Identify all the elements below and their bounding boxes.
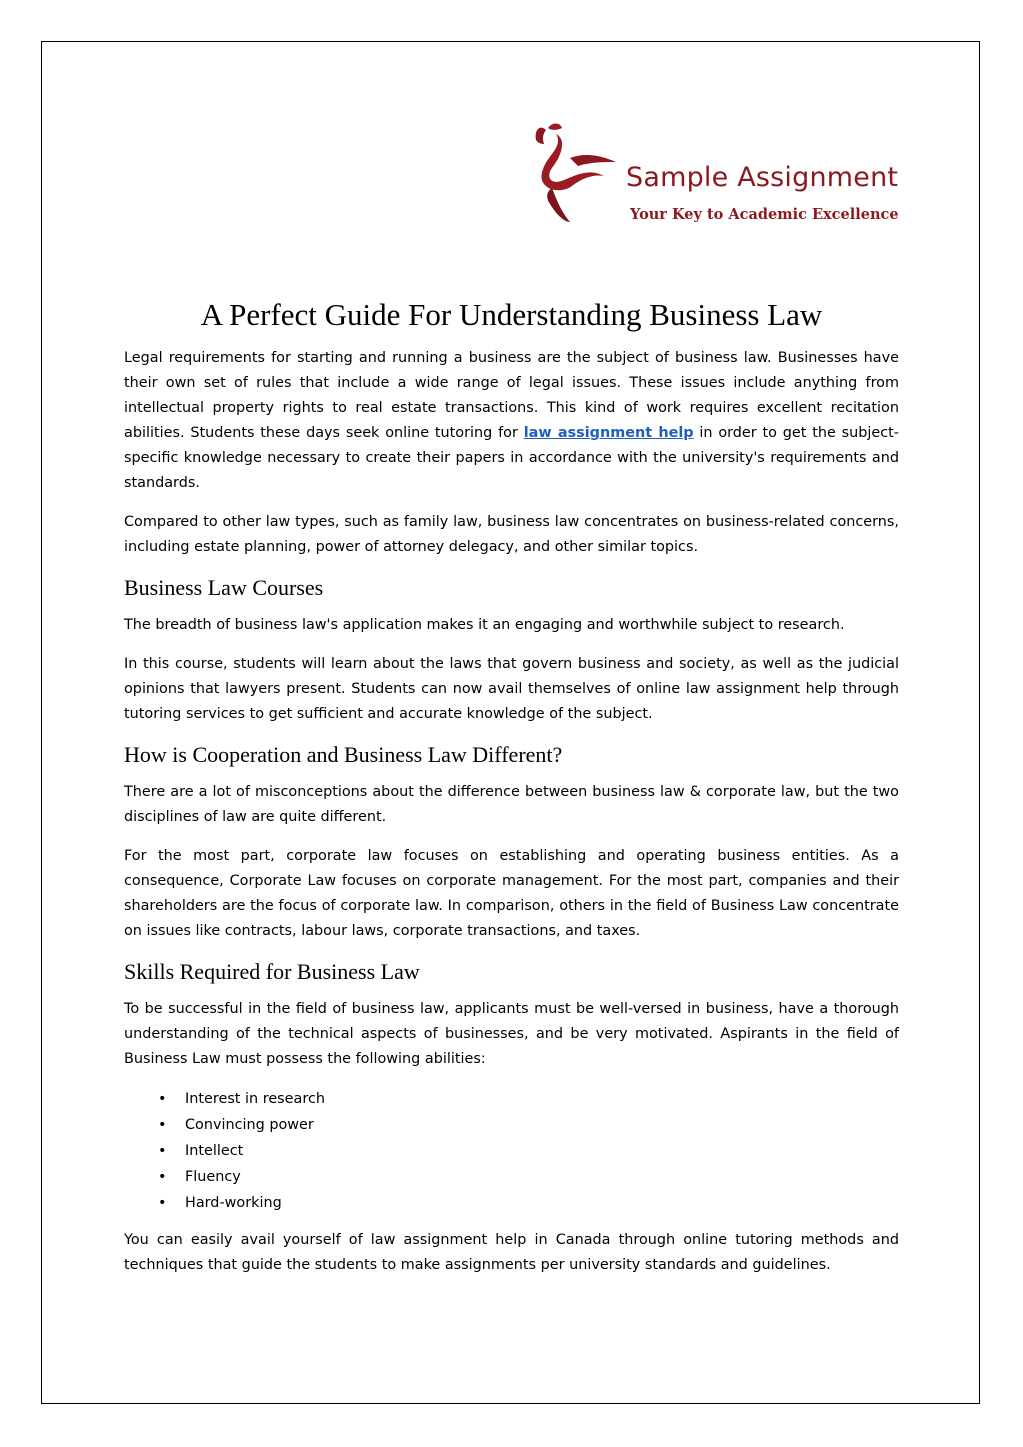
bullet-icon: • [158,1091,167,1107]
section-heading-skills: Skills Required for Business Law [124,959,420,984]
bullet-icon: • [158,1117,167,1133]
section-heading-difference: How is Cooperation and Business Law Different? [124,742,563,767]
intro-text-1: Legal requirements for starting and running a business are the subject of business law. Businesses have their own set of rules that include a wide range of legal issues. These issues include anything from intellectual property rights to real estate transactions. This kind of work requires excellent recitation abilities. Students these days seek online tutoring for [124,350,899,441]
bullet-icon: • [158,1143,167,1159]
difference-paragraph-2: For the most part, corporate law focuses on establishing and operating business entities. As a consequence, Corporate Law focuses on corporate management. For the most part, companies and their shareholders are the focus of corporate law. In comparison, others in the field of Business Law concentrate on issues like contracts, labour laws, corporate transactions, and taxes. [124,848,899,939]
logo-tagline: Your Key to Academic Excellence [630,206,899,223]
bullet-icon: • [158,1169,167,1185]
list-item: • Hard-working [158,1190,899,1216]
document-title: A Perfect Guide For Understanding Business Law [200,297,823,332]
list-item: • Interest in research [158,1086,899,1112]
logo [530,118,905,230]
section-heading-courses: Business Law Courses [124,575,324,600]
list-item: • Fluency [158,1164,899,1190]
courses-paragraph-2: In this course, students will learn about the laws that govern business and society, as well as the judicial opinions that lawyers present. Students can now avail themselves of online law assignment help through tutoring services to get sufficient and accurate knowledge of the subject. [124,656,899,722]
document-body [124,296,899,1292]
intro-text-2: in order to get the subject-specific knowledge necessary to create their papers in accordance with the university's requirements and standards. [124,425,899,491]
intro-paragraph [124,346,899,496]
logo-name: Sample Assignment [626,162,899,193]
difference-paragraph-1: There are a lot of misconceptions about the difference between business law & corporate law, but the two disciplines of law are quite different. [124,784,899,825]
closing-paragraph: You can easily avail yourself of law assignment help in Canada through online tutoring methods and techniques that guide the students to make assignments per university standards and guidelines. [124,1232,899,1273]
law-assignment-help-link[interactable]: law assignment help [523,425,694,441]
abilities-list [124,1086,899,1216]
comparison-paragraph: Compared to other law types, such as family law, business law concentrates on business-related concerns, including estate planning, power of attorney delegacy, and other similar topics. [124,514,899,555]
list-item: • Convincing power [158,1112,899,1138]
list-item: • Intellect [158,1138,899,1164]
dancing-figure-icon [530,118,630,230]
skills-paragraph: To be successful in the field of business law, applicants must be well-versed in business, have a thorough understanding of the technical aspects of businesses, and be very motivated. Aspirants in the field of Business Law must possess the following abilities: [124,1001,899,1067]
courses-paragraph-1: The breadth of business law's application makes it an engaging and worthwhile subject to research. [124,617,845,633]
bullet-icon: • [158,1195,167,1211]
